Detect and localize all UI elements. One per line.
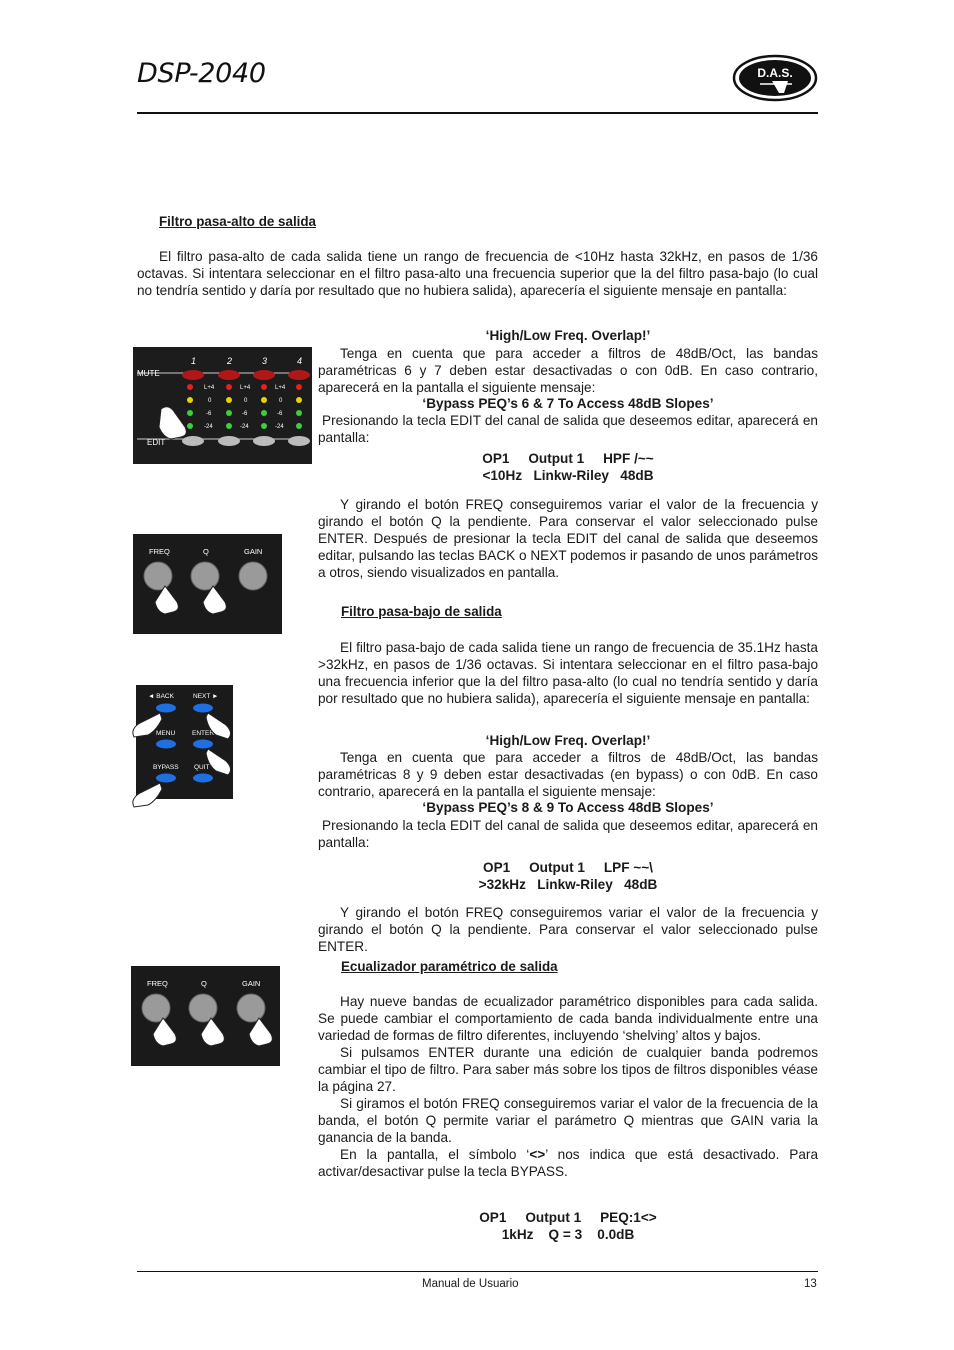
svg-text:◄ BACK: ◄ BACK xyxy=(148,693,174,700)
lowpass-intro: El filtro pasa-bajo de cada salida tiene un rango de frecuencia de 35.1Hz hasta >32kHz, en pasos de 1/36 octavas. Si intentara seleccionar en el filtro pasa-bajo una frecuencia inferior que la del filtro pasa-alto (lo cual no tendría sentido y daría por resultado que no hubiera salida), aparecería el siguiente mensaje en pantalla: xyxy=(318,640,818,706)
display-hp-line2: <10Hz Linkw-Riley 48dB xyxy=(482,468,654,483)
lowpass-turn: Y girando el botón FREQ conseguiremos variar el valor de la frecuencia y girando el botón Q la pendiente. Para conservar el valor seleccionado pulse ENTER. xyxy=(318,905,818,954)
svg-text:4: 4 xyxy=(297,356,303,366)
svg-text:MUTE: MUTE xyxy=(137,369,160,378)
svg-text:-6: -6 xyxy=(206,411,212,417)
display-peq-line2: 1kHz Q = 3 0.0dB xyxy=(501,1227,635,1242)
svg-text:FREQ: FREQ xyxy=(147,979,168,988)
svg-text:-24: -24 xyxy=(275,424,284,430)
knob-panel-image-1 xyxy=(133,534,282,634)
message-overlap-hp: ‘High/Low Freq. Overlap!’ xyxy=(485,328,651,343)
svg-text:ENTER: ENTER xyxy=(192,730,215,737)
svg-text:Q: Q xyxy=(203,547,209,556)
svg-text:BYPASS: BYPASS xyxy=(153,764,179,771)
lowpass-note: Tenga en cuenta que para acceder a filtros de 48dB/Oct, las bandas paramétricas 8 y 9 deben estar desactivadas (en bypass) o con 0dB. En caso contrario, aparecerá en la pantalla el siguiente mensaje: xyxy=(318,750,818,799)
svg-text:FREQ: FREQ xyxy=(149,547,170,556)
navigation-panel-image xyxy=(128,685,235,812)
peq-body xyxy=(318,993,818,1180)
highpass-press: Presionando la tecla EDIT del canal de salida que deseemos editar, aparecerá en pantalla: xyxy=(318,413,818,445)
svg-text:L+4: L+4 xyxy=(204,385,215,391)
footer-rule xyxy=(137,1271,818,1272)
das-logo xyxy=(732,54,818,102)
section-heading-highpass: Filtro pasa-alto de salida xyxy=(159,214,317,229)
svg-text:L+4: L+4 xyxy=(240,385,251,391)
svg-text:0: 0 xyxy=(244,398,248,404)
svg-text:QUIT: QUIT xyxy=(194,764,210,771)
mute-edit-panel-image xyxy=(133,347,312,464)
knob-panel-image-2 xyxy=(131,966,280,1066)
peq-paragraph-2: Si pulsamos ENTER durante una edición de cualquier banda podremos cambiar el tipo de filtro. Para saber más sobre los tipos de filtros disponibles véase la página 27. xyxy=(318,1045,818,1094)
svg-text:-6: -6 xyxy=(242,411,248,417)
svg-text:-24: -24 xyxy=(204,424,213,430)
svg-text:1: 1 xyxy=(191,356,197,366)
highpass-intro: El filtro pasa-alto de cada salida tiene un rango de frecuencia de <10Hz hasta 32kHz, en pasos de 1/36 octavas. Si intentara seleccionar en el filtro pasa-alto una frecuencia superior que la del filtro pasa-bajo (lo cual no tendría sentido y daría por resultado que no hubiera salida), aparecería el siguiente mensaje en pantalla: xyxy=(137,249,818,298)
svg-text:-6: -6 xyxy=(277,411,283,417)
svg-text:GAIN: GAIN xyxy=(242,979,261,988)
svg-text:Q: Q xyxy=(201,979,207,988)
message-bypass-89: ‘Bypass PEQ’s 8 & 9 To Access 48dB Slopes’ xyxy=(422,800,714,815)
svg-text:GAIN: GAIN xyxy=(244,547,263,556)
peq-paragraph-3: Si giramos el botón FREQ conseguiremos variar el valor de la frecuencia de la banda, el botón Q permite variar el parámetro Q mientras que GAIN varia la ganancia de la banda. xyxy=(318,1096,818,1145)
svg-text:0: 0 xyxy=(208,398,212,404)
svg-text:3: 3 xyxy=(262,356,268,366)
peq-paragraph-4: En la pantalla, el símbolo ‘<>’ nos indica que está desactivado. Para activar/desactivar pulse la tecla BYPASS. xyxy=(318,1147,819,1179)
display-lp-line2: >32kHz Linkw-Riley 48dB xyxy=(478,877,658,892)
message-overlap-lp: ‘High/Low Freq. Overlap!’ xyxy=(485,733,651,748)
highpass-note: Tenga en cuenta que para acceder a filtros de 48dB/Oct, las bandas paramétricas 6 y 7 deben estar desactivadas o con 0dB. En caso contrario, aparecerá en la pantalla el siguiente mensaje: xyxy=(318,346,818,395)
peq-paragraph-1: Hay nueve bandas de ecualizador paramétrico disponibles para cada salida. Se puede cambiar el comportamiento de cada banda individualmente entre una variedad de formas de filtro diferentes, incluyendo ‘shelving’ altos y bajos. xyxy=(318,994,818,1043)
svg-text:NEXT ►: NEXT ► xyxy=(193,693,219,700)
footer-manual-label: Manual de Usuario xyxy=(422,1278,519,1290)
highpass-turn: Y girando el botón FREQ conseguiremos variar el valor de la frecuencia y girando el botón Q la pendiente. Para conservar el valor seleccionado pulse ENTER. Después de presionar la tecla EDIT del canal de salida que deseemos editar, pulsando las teclas BACK o NEXT podemos ir pasando de unos parámetros a otros, siendo visualizados en pantalla. xyxy=(318,497,818,580)
svg-text:2: 2 xyxy=(227,356,233,366)
section-heading-lowpass: Filtro pasa-bajo de salida xyxy=(341,604,502,619)
display-peq-line1: OP1 Output 1 PEQ:1<> xyxy=(479,1210,657,1225)
display-hp-line1: OP1 Output 1 HPF /~~ xyxy=(482,451,654,466)
message-bypass-67: ‘Bypass PEQ’s 6 & 7 To Access 48dB Slopes’ xyxy=(422,396,714,411)
lowpass-press: Presionando la tecla EDIT del canal de salida que deseemos editar, aparecerá en pantalla: xyxy=(318,818,818,850)
page-title: DSP-2040 xyxy=(137,58,266,89)
header-rule xyxy=(137,112,818,114)
display-lp-line1: OP1 Output 1 LPF ~~\ xyxy=(483,860,653,875)
svg-text:0: 0 xyxy=(279,398,283,404)
svg-text:MENU: MENU xyxy=(156,730,176,737)
svg-text:-24: -24 xyxy=(240,424,249,430)
section-heading-peq: Ecualizador paramétrico de salida xyxy=(341,959,558,974)
svg-text:EDIT: EDIT xyxy=(147,438,166,447)
svg-text:L+4: L+4 xyxy=(275,385,286,391)
svg-text:D.A.S.: D.A.S. xyxy=(757,66,793,80)
page-number: 13 xyxy=(804,1278,817,1290)
